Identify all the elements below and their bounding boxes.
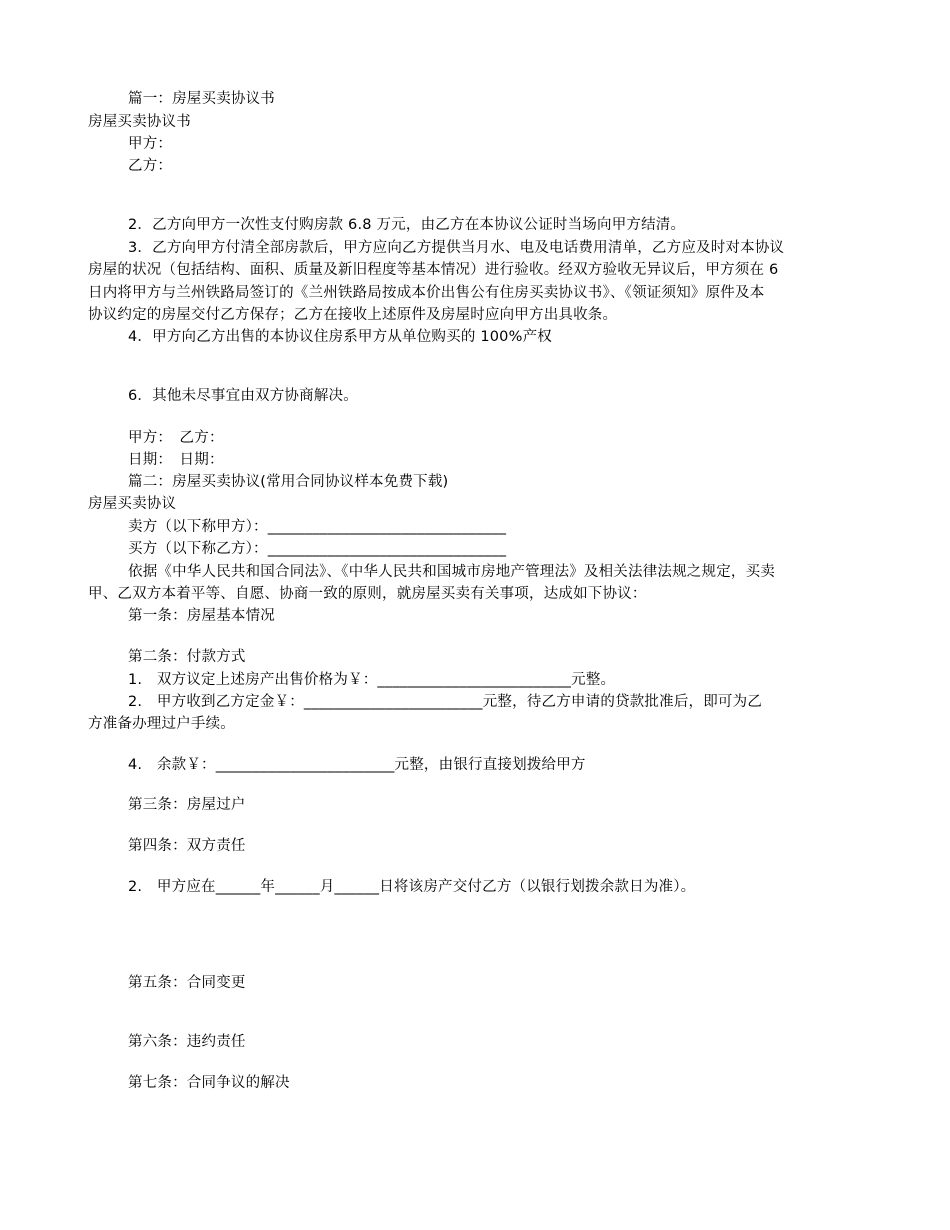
clause-3-line-3: 日内将甲方与兰州铁路局签订的《兰州铁路局按成本价出售公有住房买卖协议书》、《领证须知》原件及本 [88, 285, 765, 301]
document-title-2: 房屋买卖协议 [88, 496, 177, 512]
responsibility-item-2: 2. 甲方应在______年______月______日将该房产交付乙方（以银行划拨余款日为准）。 [128, 879, 696, 895]
article-3-heading: 第三条：房屋过户 [128, 797, 246, 813]
clause-3-line-2: 房屋的状况（包括结构、面积、质量及新旧程度等基本情况）进行验收。经双方验收无异议后，甲方须在 6 [88, 262, 779, 278]
article-7-heading: 第七条：合同争议的解决 [128, 1075, 290, 1091]
article-6-heading: 第六条：违约责任 [128, 1034, 246, 1050]
buyer-field: 买方（以下称乙方）：________________________________ [128, 541, 507, 557]
signature-line: 甲方： 乙方： [128, 430, 224, 446]
clause-3-line-1: 3．乙方向甲方付清全部房款后，甲方应向乙方提供当月水、电及电话费用清单，乙方应及时对本协议 [128, 240, 785, 256]
clause-2: 2．乙方向甲方一次性支付购房款 6.8 万元，由乙方在本协议公证时当场向甲方结清。 [128, 217, 686, 233]
article-2-heading: 第二条：付款方式 [128, 649, 246, 665]
article-1-heading: 第一条：房屋基本情况 [128, 608, 275, 624]
payment-item-2: 2. 甲方收到乙方定金￥：________________________元整，待乙方申请的贷款批准后，即可为乙 [128, 694, 763, 710]
article-4-heading: 第四条：双方责任 [128, 838, 246, 854]
clause-3-line-4: 协议约定的房屋交付乙方保存；乙方在接收上述原件及房屋时应向甲方出具收条。 [88, 307, 618, 323]
party-b-label: 乙方： [128, 158, 173, 174]
clause-4: 4．甲方向乙方出售的本协议住房系甲方从单位购买的 100%产权 [128, 329, 552, 345]
clause-6: 6．其他未尽事宜由双方协商解决。 [128, 388, 358, 404]
payment-item-1: 1. 双方议定上述房产出售价格为￥：__________________________元整。 [128, 672, 616, 688]
party-a-label: 甲方： [128, 136, 173, 152]
payment-item-2-cont: 方准备办理过户手续。 [88, 716, 235, 732]
date-line: 日期： 日期： [128, 452, 224, 468]
document-title-1: 房屋买卖协议书 [88, 114, 191, 130]
section-heading-1: 篇一：房屋买卖协议书 [128, 91, 275, 107]
article-5-heading: 第五条：合同变更 [128, 975, 246, 991]
preamble-line-2: 甲、乙双方本着平等、自愿、协商一致的原则，就房屋买卖有关事项，达成如下协议： [88, 586, 647, 602]
section-heading-2: 篇二：房屋买卖协议(常用合同协议样本免费下载) [128, 474, 449, 490]
preamble-line-1: 依据《中华人民共和国合同法》、《中华人民共和国城市房地产管理法》及相关法律法规之规定，买卖 [128, 564, 775, 580]
seller-field: 卖方（以下称甲方）：________________________________ [128, 519, 507, 535]
payment-item-4: 4. 余款￥：________________________元整，由银行直接划拨给甲方 [128, 757, 586, 773]
